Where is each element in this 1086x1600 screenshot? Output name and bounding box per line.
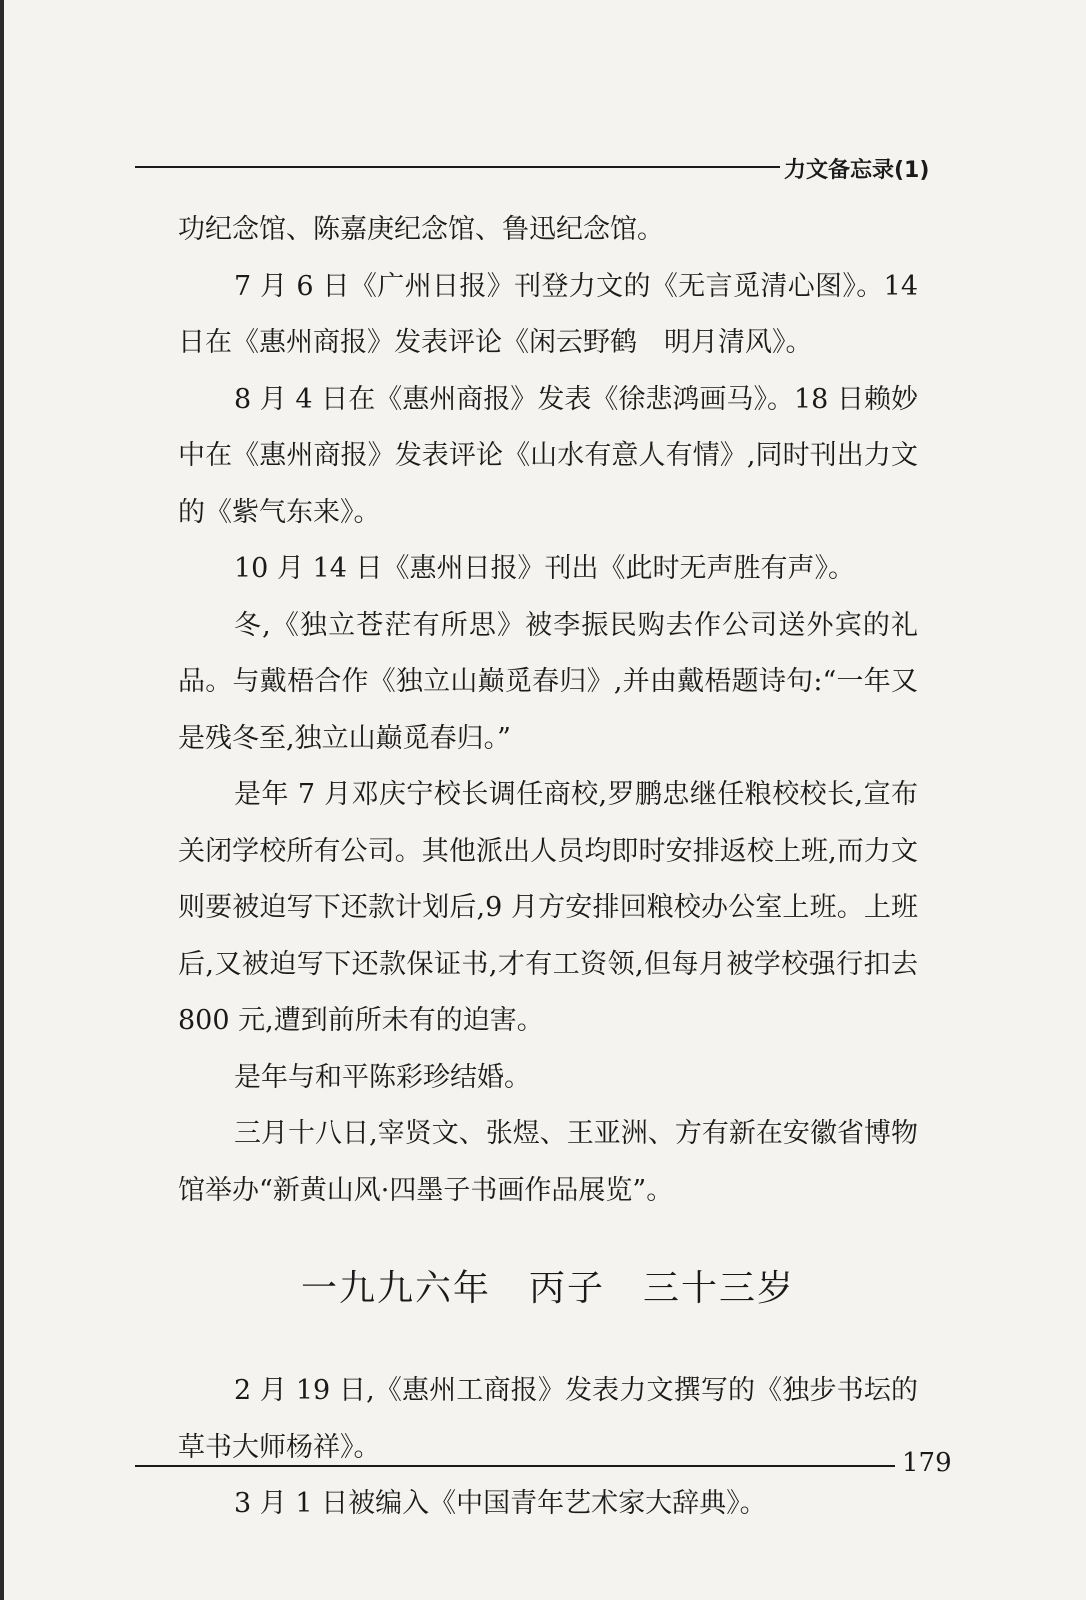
page-edge [0,0,4,1600]
paragraph: 3 月 1 日被编入《中国青年艺术家大辞典》。 [234,1488,767,1519]
paragraph: 是年与和平陈彩珍结婚。 [234,1061,531,1093]
footer-rule [135,1465,895,1467]
paragraph: 10 月 14 日《惠州日报》刊出《此时无声胜有声》。 [234,553,855,584]
paragraph: 三月十八日,宰贤文、张煜、王亚洲、方有新在安徽省博物馆举办“新黄山风·四墨子书画作品展览”。 [178,1118,918,1206]
paragraph: 8 月 4 日在《惠州商报》发表《徐悲鸿画马》。18 日赖妙中在《惠州商报》发表评论《山水有意人有情》,同时刊出力文的《紫气东来》。 [178,383,918,528]
paragraph: 冬,《独立苍茫有所思》被李振民购去作公司送外宾的礼品。与戴梧合作《独立山巅觅春归》,并由戴梧题诗句:“一年又是残冬至,独立山巅觅春归。” [178,609,918,754]
header-rule [135,166,780,168]
paragraph: 是年 7 月邓庆宁校长调任商校,罗鹏忠继任粮校校长,宣布关闭学校所有公司。其他派出人员均即时安排返校上班,而力文则要被迫写下还款计划后,9 月方安排回粮校办公室上班。上班后,又被迫写下还款保证书,才有工资领,但每月被学校强行扣去 800 元,遭到前所未有的迫害。 [178,779,918,1036]
paragraph: 功纪念馆、陈嘉庚纪念馆、鲁迅纪念馆。 [178,214,664,245]
paragraph: 7 月 6 日《广州日报》刊登力文的《无言觅清心图》。14 日在《惠州商报》发表评论《闲云野鹤 明月清风》。 [178,270,918,358]
year-heading: 一九九六年 丙子 三十三岁 [300,1268,795,1309]
running-head: 力文备忘录(1) [784,158,930,183]
paragraph: 2 月 19 日,《惠州工商报》发表力文撰写的《独步书坛的草书大师杨祥》。 [178,1375,918,1463]
page-body [178,202,918,1533]
page-number: 179 [902,1448,952,1478]
